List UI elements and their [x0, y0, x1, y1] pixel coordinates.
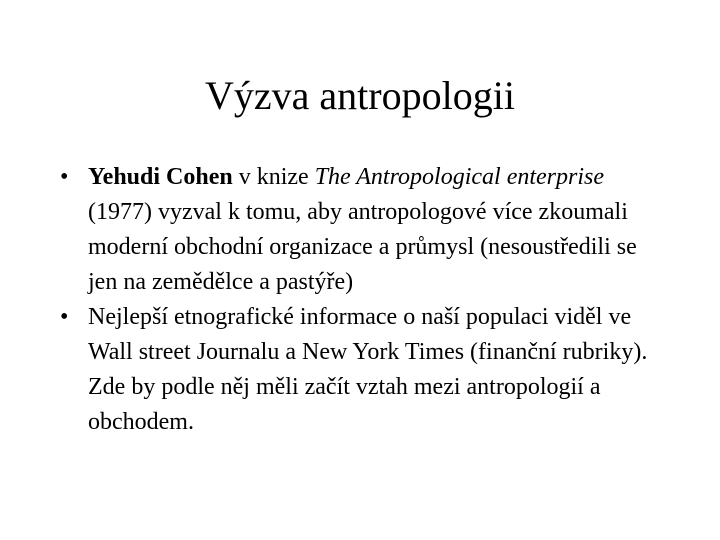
bullet-marker: • [60, 304, 69, 330]
bullet-list [56, 160, 656, 440]
bullet-text-segment: v knize [232, 164, 315, 190]
bullet-item-cohen [56, 160, 656, 300]
bullet-text-segment: (1977) vyzval k tomu, aby antropologové více zkoumali moderní obchodní organizace a průmysl (nesoustředili se jen na zemědělce a pastýře) [88, 199, 637, 295]
bullet-marker: • [60, 164, 69, 190]
book-title: The Antropological enterprise [314, 164, 605, 190]
bullet-item-ethnography [56, 300, 656, 440]
bullet-text: Nejlepší etnografické informace o naší populaci viděl ve Wall street Journalu a New York Times (finanční rubriky). Zde by podle něj měli začít vztah mezi antropologií a obchodem. [88, 304, 648, 435]
slide-title: Výzva antropologii [205, 73, 515, 118]
author-name: Yehudi Cohen [88, 164, 233, 190]
